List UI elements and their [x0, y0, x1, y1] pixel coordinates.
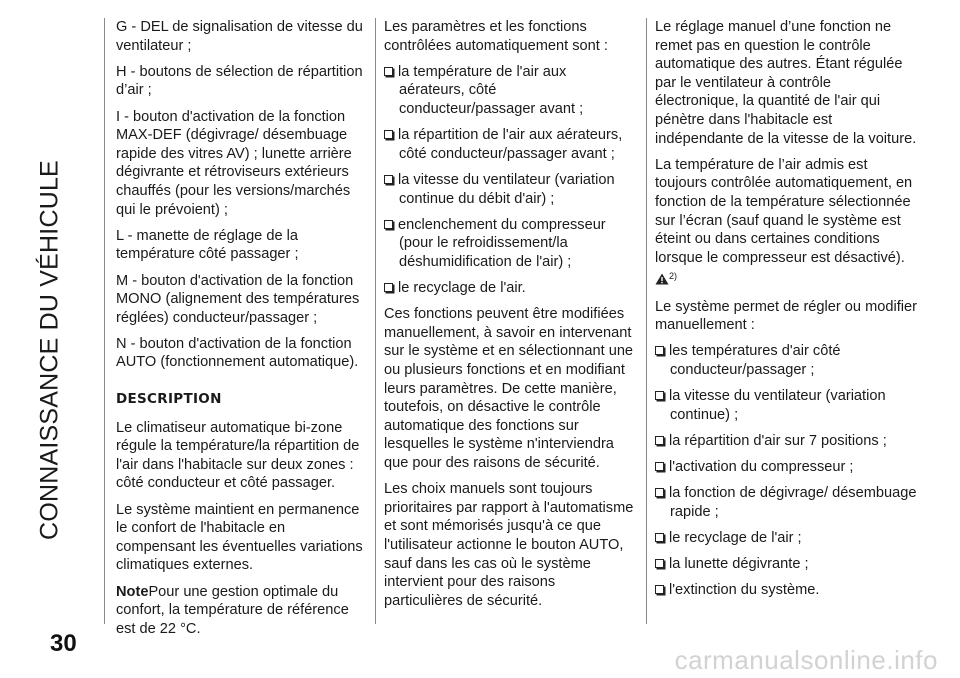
note-text: Pour une gestion optimale du confort, la température de référence est de 22 °C.	[116, 583, 349, 637]
legend-item-l: L - manette de réglage de la température côté passager ;	[116, 227, 299, 263]
list-item: la lunette dégivrante ;	[655, 555, 917, 574]
checkbox-bullet-icon	[384, 175, 393, 184]
list-item: la vitesse du ventilateur (variation continue) ;	[655, 387, 917, 424]
manual-priority-paragraph: Les choix manuels sont toujours prioritaires par rapport à l'automatisme et sont mémorisés jusqu'à ce que l'utilisateur actionne le bouton AUTO, sauf dans les cas où le système intervient pour des raisons particulières de sécurité.	[384, 481, 634, 609]
legend-item-h: H - boutons de sélection de répartition d’air ;	[116, 63, 363, 99]
description-paragraph-1: Le climatiseur automatique bi-zone régule la température/la répartition de l'air dans l'habitacle sur deux zones : côté conducteur et côté passager.	[116, 419, 360, 492]
legend-item-m: M - bouton d'activation de la fonction MONO (alignement des températures réglées) conducteur/passager ;	[116, 272, 360, 326]
auto-functions-intro: Les paramètres et les fonctions contrôlées automatiquement sont :	[384, 19, 608, 54]
description-paragraph-2: Le système maintient en permanence le confort de l'habitacle en compensant les éventuelles variations climatiques externes.	[116, 501, 363, 574]
checkbox-bullet-icon	[655, 462, 664, 471]
column-divider-middle	[375, 18, 376, 624]
legend-item-g: G - DEL de signalisation de vitesse du ventilateur ;	[116, 19, 363, 54]
checkbox-bullet-icon	[384, 283, 393, 292]
note-paragraph	[116, 583, 368, 639]
list-item: la fonction de dégivrage/ désembuage rapide ;	[655, 484, 917, 521]
list-item: l'activation du compresseur ;	[655, 458, 917, 477]
list-item: les températures d'air côté conducteur/passager ;	[655, 342, 917, 379]
column-1	[116, 18, 368, 646]
checkbox-bullet-icon	[384, 67, 393, 76]
temperature-control-paragraph: La température de l’air admis est toujours contrôlée automatiquement, en fonction de la température sélectionnée sur l’écran (sauf quand le système est éteint ou dans certaines conditions lorsque le compresseur est désactivé). $^{2)}$	[655, 156, 917, 290]
checkbox-bullet-icon	[655, 585, 664, 594]
site-watermark: carmanualsonline.info	[674, 645, 938, 675]
list-item: la répartition de l'air aux aérateurs, côté conducteur/passager avant ;	[384, 126, 636, 163]
list-item: la vitesse du ventilateur (variation continue du débit d'air) ;	[384, 171, 636, 208]
list-item: la température de l'air aux aérateurs, côté conducteur/passager avant ;	[384, 63, 636, 119]
checkbox-bullet-icon	[655, 391, 664, 400]
column-divider-right	[646, 18, 647, 624]
description-heading: DESCRIPTION	[116, 391, 222, 408]
checkbox-bullet-icon	[655, 559, 664, 568]
column-2	[384, 18, 636, 618]
list-item: enclenchement du compresseur (pour le refroidissement/la déshumidification de l'air) ;	[384, 216, 636, 272]
checkbox-bullet-icon	[384, 220, 393, 229]
list-item: le recyclage de l'air ;	[655, 529, 917, 548]
warning-reference: 2)	[669, 271, 678, 282]
manual-override-paragraph: Ces fonctions peuvent être modifiées manuellement, à savoir en intervenant sur le système et en sélectionnant une ou plusieurs fonctions et en modifiant leurs paramètres. De cette manière, toutefois, on désactive le contrôle automatique des fonctions sur lesquelles le système n'interviendra que pour des raisons de sécurité.	[384, 306, 634, 472]
checkbox-bullet-icon	[655, 436, 664, 445]
list-item: le recyclage de l'air.	[384, 279, 636, 298]
checkbox-bullet-icon	[655, 346, 664, 355]
manual-adjust-paragraph: Le réglage manuel d’une fonction ne remet pas en question le contrôle automatique des autres. Étant régulée par le ventilateur à contrôle électronique, la quantité de l'air qui pénètre dans l'habitacle est indépendante de la vitesse de la voiture.	[655, 19, 917, 147]
list-item: l'extinction du système.	[655, 581, 917, 600]
legend-item-n: N - bouton d'activation de la fonction AUTO (fonctionnement automatique).	[116, 335, 359, 371]
checkbox-bullet-icon	[655, 488, 664, 497]
note-label: Note	[116, 583, 149, 600]
column-divider-left	[104, 18, 105, 624]
page-number: 30	[50, 630, 77, 657]
manual-settings-intro: Le système permet de régler ou modifier manuellement :	[655, 298, 917, 334]
warning-icon	[655, 273, 669, 285]
column-3	[655, 18, 917, 608]
checkbox-bullet-icon	[384, 130, 393, 139]
list-item: la répartition d'air sur 7 positions ;	[655, 432, 917, 451]
checkbox-bullet-icon	[655, 533, 664, 542]
section-title: CONNAISSANCE DU VÉHICULE	[35, 160, 64, 540]
legend-item-i: I - bouton d'activation de la fonction MAX-DEF (dégivrage/ désembuage rapide des vitres AV) ; lunette arrière dégivrante et rétroviseurs extérieurs chauffés (pour les versions/marchés qui le prévoient) ;	[116, 108, 352, 218]
